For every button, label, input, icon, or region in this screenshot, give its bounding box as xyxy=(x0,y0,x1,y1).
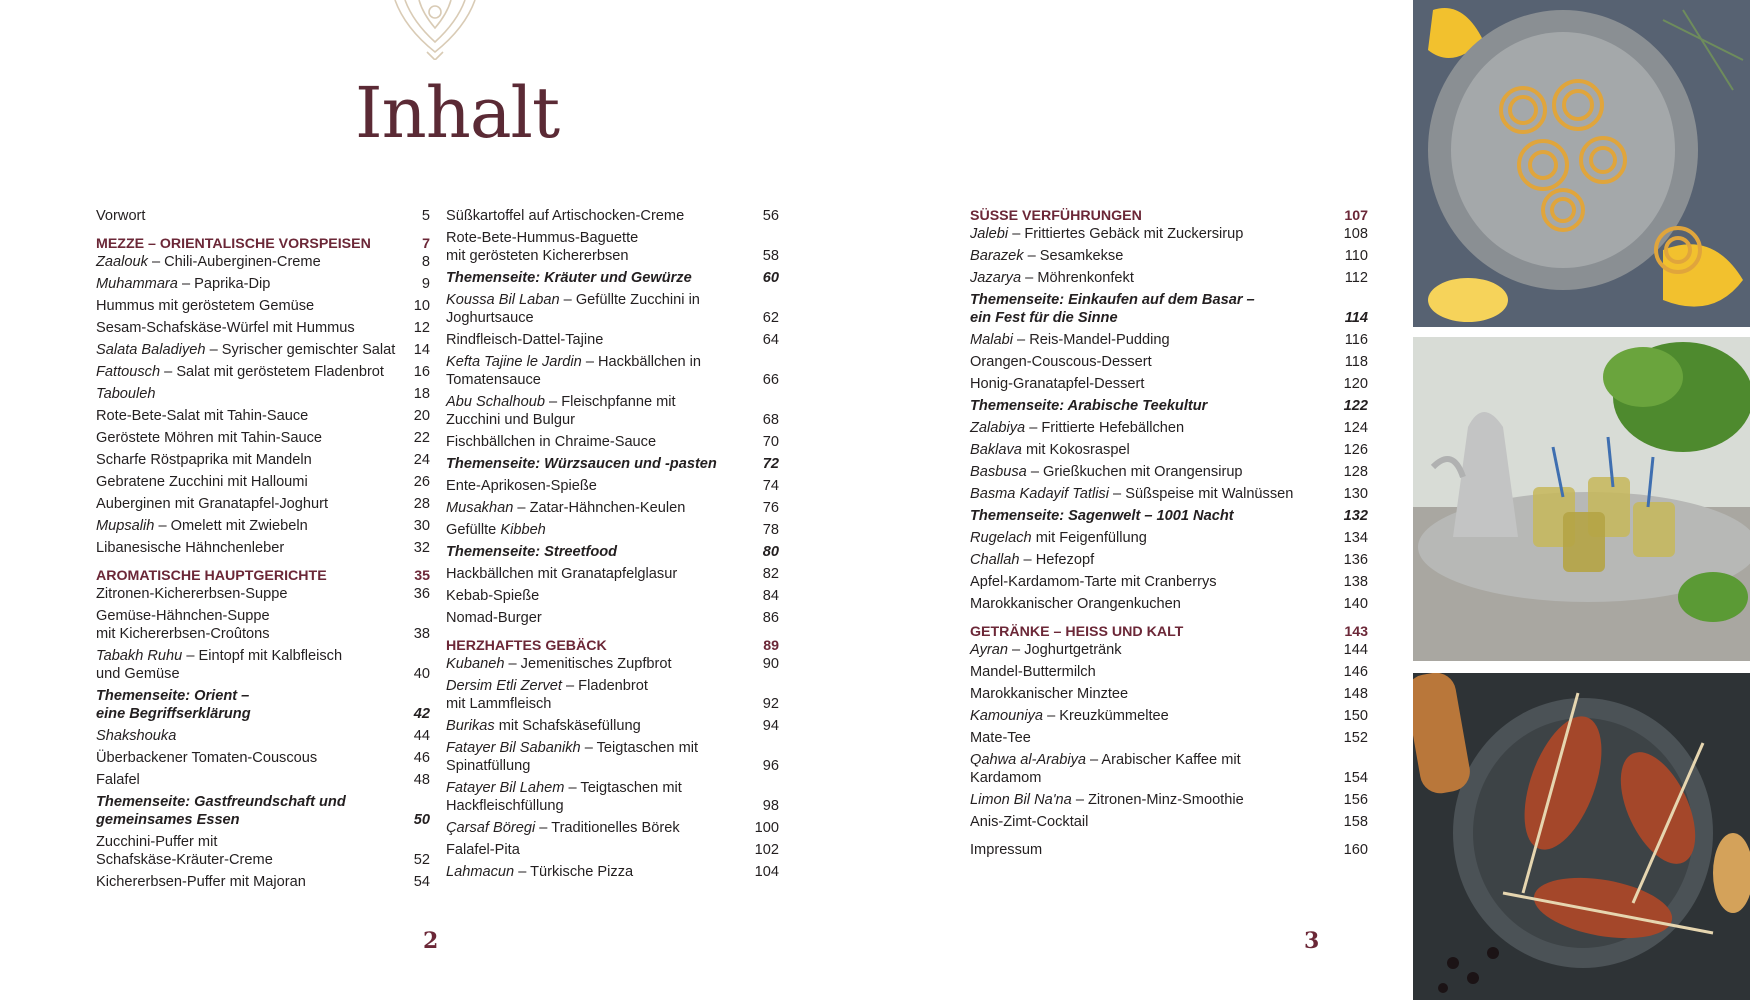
toc-page-number: 92 xyxy=(762,696,779,712)
toc-page-number: 107 xyxy=(1344,208,1368,224)
toc-entry xyxy=(96,607,430,643)
toc-entry-title: Malabi – Reis-Mandel-Pudding xyxy=(970,332,1170,348)
toc-entry-title: Abu Schalhoub – Fleischpfanne mit Zucchini und Bulgur xyxy=(446,394,676,428)
toc-page-number: 32 xyxy=(413,540,430,556)
toc-entry-title: SÜSSE VERFÜHRUNGEN xyxy=(970,208,1142,224)
toc-entry-title: Salata Baladiyeh – Syrischer gemischter Salat xyxy=(96,342,396,358)
toc-entry-title: Rugelach mit Feigenfüllung xyxy=(970,530,1147,546)
toc-entry xyxy=(96,517,430,535)
toc-page-number: 112 xyxy=(1344,270,1368,286)
toc-page-number: 20 xyxy=(413,408,430,424)
toc-entry xyxy=(970,707,1368,725)
toc-page-number: 156 xyxy=(1343,792,1368,808)
toc-entry-title: Orangen-Couscous-Dessert xyxy=(970,354,1152,370)
toc-page-number: 118 xyxy=(1344,354,1368,370)
toc-page-number: 116 xyxy=(1344,332,1368,348)
toc-page-number: 46 xyxy=(413,750,430,766)
toc-page-number: 35 xyxy=(414,568,430,584)
toc-page-number: 126 xyxy=(1343,442,1368,458)
toc-entry-title: Kubaneh – Jemenitisches Zupfbrot xyxy=(446,656,672,672)
toc-page-number: 138 xyxy=(1343,574,1368,590)
toc-page-number: 50 xyxy=(413,812,430,828)
toc-entry xyxy=(970,419,1368,437)
toc-entry xyxy=(446,779,779,815)
toc-entry-title: Dersim Etli Zervet – Fladenbrot mit Lammfleisch xyxy=(446,678,648,712)
toc-entry-title: Hackbällchen mit Granatapfelglasur xyxy=(446,566,678,582)
toc-entry-title: Überbackener Tomaten-Couscous xyxy=(96,750,318,766)
toc-entry xyxy=(970,641,1368,659)
toc-page-number: 158 xyxy=(1343,814,1368,830)
toc-entry-title: Impressum xyxy=(970,842,1043,858)
toc-entry-title: Çarsaf Böregi – Traditionelles Börek xyxy=(446,820,680,836)
toc-entry-title: Zaalouk – Chili-Auberginen-Creme xyxy=(96,254,321,270)
toc-entry-title: Challah – Hefezopf xyxy=(970,552,1095,568)
toc-entry-title: Jazarya – Möhrenkonfekt xyxy=(970,270,1134,286)
toc-entry-title: Themenseite: Arabische Teekultur xyxy=(970,398,1208,414)
toc-entry xyxy=(970,375,1368,393)
toc-entry xyxy=(96,407,430,425)
toc-page-number: 28 xyxy=(413,496,430,512)
toc-page-number: 22 xyxy=(413,430,430,446)
toc-entry xyxy=(970,595,1368,613)
toc-entry xyxy=(96,585,430,603)
toc-entry-title: Rote-Bete-Salat mit Tahin-Sauce xyxy=(96,408,309,424)
toc-theme-entry xyxy=(96,687,430,723)
toc-page-number: 70 xyxy=(762,434,779,450)
toc-entry xyxy=(970,841,1368,859)
toc-theme-entry xyxy=(96,793,430,829)
toc-entry-title: Themenseite: Orient – eine Begriffserklärung xyxy=(96,688,251,722)
toc-page-number: 124 xyxy=(1343,420,1368,436)
toc-entry xyxy=(446,207,779,225)
toc-theme-entry xyxy=(446,543,779,561)
toc-page-number: 100 xyxy=(754,820,779,836)
toc-entry-title: Basma Kadayif Tatlisi – Süßspeise mit Walnüssen xyxy=(970,486,1294,502)
toc-entry xyxy=(96,275,430,293)
toc-page-number: 148 xyxy=(1343,686,1368,702)
toc-entry xyxy=(970,685,1368,703)
toc-page-number: 89 xyxy=(763,638,779,654)
toc-entry-title: Shakshouka xyxy=(96,728,177,744)
toc-entry-title: Themenseite: Einkaufen auf dem Basar – ein Fest für die Sinne xyxy=(970,292,1255,326)
toc-entry xyxy=(96,771,430,789)
toc-entry xyxy=(970,729,1368,747)
toc-entry-title: Apfel-Kardamom-Tarte mit Cranberrys xyxy=(970,574,1217,590)
toc-entry xyxy=(96,873,430,891)
toc-section-heading xyxy=(96,567,430,585)
toc-entry-title: Themenseite: Sagenwelt – 1001 Nacht xyxy=(970,508,1234,524)
toc-entry xyxy=(446,655,779,673)
toc-page-number: 36 xyxy=(413,586,430,602)
toc-page-number: 40 xyxy=(413,666,430,682)
toc-entry xyxy=(96,253,430,271)
toc-page-number: 110 xyxy=(1344,248,1368,264)
toc-entry xyxy=(96,833,430,869)
toc-page-number: 102 xyxy=(754,842,779,858)
toc-page-number: 10 xyxy=(413,298,430,314)
toc-entry-title: Themenseite: Gastfreundschaft und gemeinsames Essen xyxy=(96,794,346,828)
toc-page-number: 78 xyxy=(762,522,779,538)
toc-section-heading xyxy=(970,207,1368,225)
toc-entry-title: Lahmacun – Türkische Pizza xyxy=(446,864,634,880)
toc-entry-title: Mate-Tee xyxy=(970,730,1031,746)
toc-theme-entry xyxy=(970,291,1368,327)
toc-entry-title: Barazek – Sesamkekse xyxy=(970,248,1124,264)
toc-page-number: 24 xyxy=(413,452,430,468)
toc-entry xyxy=(970,463,1368,481)
toc-entry xyxy=(970,353,1368,371)
toc-entry-title: Jalebi – Frittiertes Gebäck mit Zuckersirup xyxy=(970,226,1244,242)
toc-entry xyxy=(446,291,779,327)
toc-entry-title: Themenseite: Kräuter und Gewürze xyxy=(446,270,692,286)
toc-entry xyxy=(96,207,430,225)
toc-entry xyxy=(970,529,1368,547)
toc-page-number: 38 xyxy=(413,626,430,642)
toc-entry-title: Libanesische Hähnchenleber xyxy=(96,540,285,556)
toc-page-number: 80 xyxy=(762,544,779,560)
toc-entry xyxy=(446,863,779,881)
toc-entry xyxy=(446,331,779,349)
toc-entry-title: Burikas mit Schafskäsefüllung xyxy=(446,718,641,734)
toc-entry-title: Kichererbsen-Puffer mit Majoran xyxy=(96,874,306,890)
toc-entry-title: Zitronen-Kichererbsen-Suppe xyxy=(96,586,288,602)
toc-entry xyxy=(970,551,1368,569)
toc-theme-entry xyxy=(446,269,779,287)
toc-page-number: 26 xyxy=(413,474,430,490)
toc-entry-title: Vorwort xyxy=(96,208,146,224)
toc-column-3 xyxy=(970,207,1368,863)
toc-entry-title: Limon Bil Na'na – Zitronen-Minz-Smoothie xyxy=(970,792,1244,808)
toc-page-number: 14 xyxy=(413,342,430,358)
toc-entry xyxy=(96,539,430,557)
toc-entry xyxy=(446,353,779,389)
toc-entry xyxy=(446,587,779,605)
toc-page-number: 84 xyxy=(762,588,779,604)
toc-entry xyxy=(970,225,1368,243)
toc-page-number: 96 xyxy=(762,758,779,774)
toc-page-number: 140 xyxy=(1343,596,1368,612)
toc-entry-title: Themenseite: Streetfood xyxy=(446,544,618,560)
toc-entry xyxy=(446,499,779,517)
toc-entry xyxy=(970,331,1368,349)
ornament-icon xyxy=(375,0,495,60)
toc-page-number: 114 xyxy=(1344,310,1368,326)
toc-entry xyxy=(446,819,779,837)
toc-page-number: 54 xyxy=(413,874,430,890)
toc-theme-entry xyxy=(970,507,1368,525)
toc-page-number: 152 xyxy=(1343,730,1368,746)
toc-entry xyxy=(96,749,430,767)
toc-entry-title: Tabouleh xyxy=(96,386,156,402)
toc-entry-title: Fattousch – Salat mit geröstetem Fladenbrot xyxy=(96,364,384,380)
toc-page-number: 64 xyxy=(762,332,779,348)
toc-entry-title: Marokkanischer Orangenkuchen xyxy=(970,596,1181,612)
toc-entry-title: Scharfe Röstpaprika mit Mandeln xyxy=(96,452,312,468)
toc-entry-title: Auberginen mit Granatapfel-Joghurt xyxy=(96,496,329,512)
toc-page-number: 66 xyxy=(762,372,779,388)
toc-entry-title: Mandel-Buttermilch xyxy=(970,664,1096,680)
toc-entry xyxy=(970,813,1368,831)
toc-entry-title: Themenseite: Würzsaucen und -pasten xyxy=(446,456,717,472)
toc-entry-title: Honig-Granatapfel-Dessert xyxy=(970,376,1145,392)
toc-page-number: 9 xyxy=(421,276,430,292)
toc-entry xyxy=(446,677,779,713)
toc-entry-title: Sesam-Schafskäse-Würfel mit Hummus xyxy=(96,320,355,336)
toc-page-number: 108 xyxy=(1343,226,1368,242)
toc-entry-title: Mupsalih – Omelett mit Zwiebeln xyxy=(96,518,308,534)
toc-theme-entry xyxy=(970,397,1368,415)
toc-page-number: 62 xyxy=(762,310,779,326)
toc-entry-title: Kamouniya – Kreuzkümmeltee xyxy=(970,708,1169,724)
toc-entry xyxy=(96,385,430,403)
toc-entry-title: AROMATISCHE HAUPTGERICHTE xyxy=(96,568,327,584)
toc-entry xyxy=(446,841,779,859)
toc-entry-title: Fatayer Bil Lahem – Teigtaschen mit Hackfleischfüllung xyxy=(446,780,682,814)
toc-entry xyxy=(96,319,430,337)
toc-entry-title: MEZZE – ORIENTALISCHE VORSPEISEN xyxy=(96,236,371,252)
toc-page-number: 143 xyxy=(1344,624,1368,640)
toc-entry xyxy=(96,429,430,447)
toc-page-number: 58 xyxy=(762,248,779,264)
toc-entry-title: HERZHAFTES GEBÄCK xyxy=(446,638,607,654)
toc-entry-title: Rote-Bete-Hummus-Baguette mit gerösteten Kichererbsen xyxy=(446,230,639,264)
toc-entry xyxy=(446,739,779,775)
toc-page-number: 150 xyxy=(1343,708,1368,724)
toc-page-number: 52 xyxy=(413,852,430,868)
toc-entry-title: GETRÄNKE – HEISS UND KALT xyxy=(970,624,1184,640)
toc-page-number: 60 xyxy=(762,270,779,286)
toc-entry-title: Qahwa al-Arabiya – Arabischer Kaffee mit Kardamom xyxy=(970,752,1241,786)
toc-column-1 xyxy=(96,207,430,895)
toc-page-number: 94 xyxy=(762,718,779,734)
toc-page-number: 134 xyxy=(1343,530,1368,546)
toc-page-number: 130 xyxy=(1343,486,1368,502)
toc-page-number: 120 xyxy=(1343,376,1368,392)
toc-page-number: 12 xyxy=(413,320,430,336)
toc-entry-title: Koussa Bil Laban – Gefüllte Zucchini in Joghurtsauce xyxy=(446,292,700,326)
toc-page-number: 44 xyxy=(413,728,430,744)
toc-page-number: 160 xyxy=(1343,842,1368,858)
toc-section-heading xyxy=(96,235,430,253)
toc-entry-title: Kefta Tajine le Jardin – Hackbällchen in Tomatensauce xyxy=(446,354,702,388)
toc-entry-title: Süßkartoffel auf Artischocken-Creme xyxy=(446,208,685,224)
toc-entry-title: Gemüse-Hähnchen-Suppe mit Kichererbsen-Croûtons xyxy=(96,608,270,642)
toc-entry-title: Tabakh Ruhu – Eintopf mit Kalbfleisch und Gemüse xyxy=(96,648,343,682)
toc-entry xyxy=(96,451,430,469)
page-number-right: 3 xyxy=(1304,928,1320,954)
toc-page-number: 5 xyxy=(421,208,430,224)
toc-entry xyxy=(446,229,779,265)
toc-page-number: 18 xyxy=(413,386,430,402)
toc-entry xyxy=(96,341,430,359)
toc-page-number: 74 xyxy=(762,478,779,494)
toc-entry xyxy=(970,791,1368,809)
toc-entry xyxy=(446,565,779,583)
toc-entry xyxy=(96,473,430,491)
toc-entry-title: Hummus mit geröstetem Gemüse xyxy=(96,298,315,314)
toc-entry-title: Marokkanischer Minztee xyxy=(970,686,1129,702)
kebab-skewers-photo xyxy=(1413,673,1750,1000)
toc-entry xyxy=(970,441,1368,459)
toc-entry-title: Zucchini-Puffer mit Schafskäse-Kräuter-Creme xyxy=(96,834,273,868)
toc-page-number: 136 xyxy=(1343,552,1368,568)
toc-entry xyxy=(970,663,1368,681)
toc-column-2 xyxy=(446,207,779,885)
toc-entry xyxy=(970,269,1368,287)
toc-entry xyxy=(970,573,1368,591)
toc-entry-title: Gebratene Zucchini mit Halloumi xyxy=(96,474,308,490)
toc-entry-title: Rindfleisch-Dattel-Tajine xyxy=(446,332,604,348)
toc-entry-title: Falafel xyxy=(96,772,140,788)
toc-entry xyxy=(446,521,779,539)
toc-page-number: 128 xyxy=(1343,464,1368,480)
toc-entry-title: Geröstete Möhren mit Tahin-Sauce xyxy=(96,430,323,446)
toc-entry xyxy=(446,717,779,735)
toc-entry xyxy=(970,751,1368,787)
toc-page-number: 82 xyxy=(762,566,779,582)
toc-page-number: 154 xyxy=(1343,770,1368,786)
toc-entry-title: Ayran – Joghurtgetränk xyxy=(970,642,1122,658)
toc-page-number: 7 xyxy=(422,236,430,252)
toc-page-number: 42 xyxy=(413,706,430,722)
toc-entry xyxy=(96,363,430,381)
toc-entry-title: Baklava mit Kokosraspel xyxy=(970,442,1130,458)
toc-entry xyxy=(970,247,1368,265)
toc-page-number: 86 xyxy=(762,610,779,626)
toc-page-number: 72 xyxy=(762,456,779,472)
page-number-left: 2 xyxy=(423,928,439,954)
mint-tea-photo xyxy=(1413,337,1750,661)
toc-theme-entry xyxy=(446,455,779,473)
toc-entry xyxy=(446,433,779,451)
toc-page-number: 56 xyxy=(762,208,779,224)
toc-entry-title: Ente-Aprikosen-Spieße xyxy=(446,478,597,494)
toc-entry xyxy=(96,495,430,513)
toc-entry-title: Falafel-Pita xyxy=(446,842,520,858)
toc-entry-title: Fatayer Bil Sabanikh – Teigtaschen mit Spinatfüllung xyxy=(446,740,699,774)
toc-entry-title: Basbusa – Grießkuchen mit Orangensirup xyxy=(970,464,1243,480)
toc-page-number: 30 xyxy=(413,518,430,534)
toc-entry xyxy=(96,297,430,315)
toc-entry-title: Musakhan – Zatar-Hähnchen-Keulen xyxy=(446,500,686,516)
toc-page-number: 90 xyxy=(762,656,779,672)
toc-page-number: 68 xyxy=(762,412,779,428)
toc-entry xyxy=(446,609,779,627)
toc-page-number: 104 xyxy=(754,864,779,880)
toc-page-number: 48 xyxy=(413,772,430,788)
toc-entry-title: Nomad-Burger xyxy=(446,610,542,626)
toc-page-number: 132 xyxy=(1343,508,1368,524)
toc-entry-title: Anis-Zimt-Cocktail xyxy=(970,814,1089,830)
toc-entry xyxy=(970,485,1368,503)
toc-entry-title: Muhammara – Paprika-Dip xyxy=(96,276,271,292)
toc-entry-title: Gefüllte Kibbeh xyxy=(446,522,546,538)
toc-section-heading xyxy=(446,637,779,655)
page-title: Inhalt xyxy=(355,72,560,154)
toc-page-number: 16 xyxy=(413,364,430,380)
toc-page-number: 122 xyxy=(1343,398,1368,414)
toc-entry xyxy=(96,647,430,683)
toc-section-heading xyxy=(970,623,1368,641)
toc-entry xyxy=(446,477,779,495)
toc-page-number: 98 xyxy=(762,798,779,814)
toc-entry-title: Zalabiya – Frittierte Hefebällchen xyxy=(970,420,1185,436)
toc-page-number: 144 xyxy=(1343,642,1368,658)
toc-page-number: 76 xyxy=(762,500,779,516)
toc-entry xyxy=(446,393,779,429)
toc-entry xyxy=(96,727,430,745)
toc-page-number: 8 xyxy=(421,254,430,270)
toc-entry-title: Fischbällchen in Chraime-Sauce xyxy=(446,434,657,450)
toc-page-number: 146 xyxy=(1343,664,1368,680)
toc-entry-title: Kebab-Spieße xyxy=(446,588,540,604)
jalebi-plate-photo xyxy=(1413,0,1750,327)
